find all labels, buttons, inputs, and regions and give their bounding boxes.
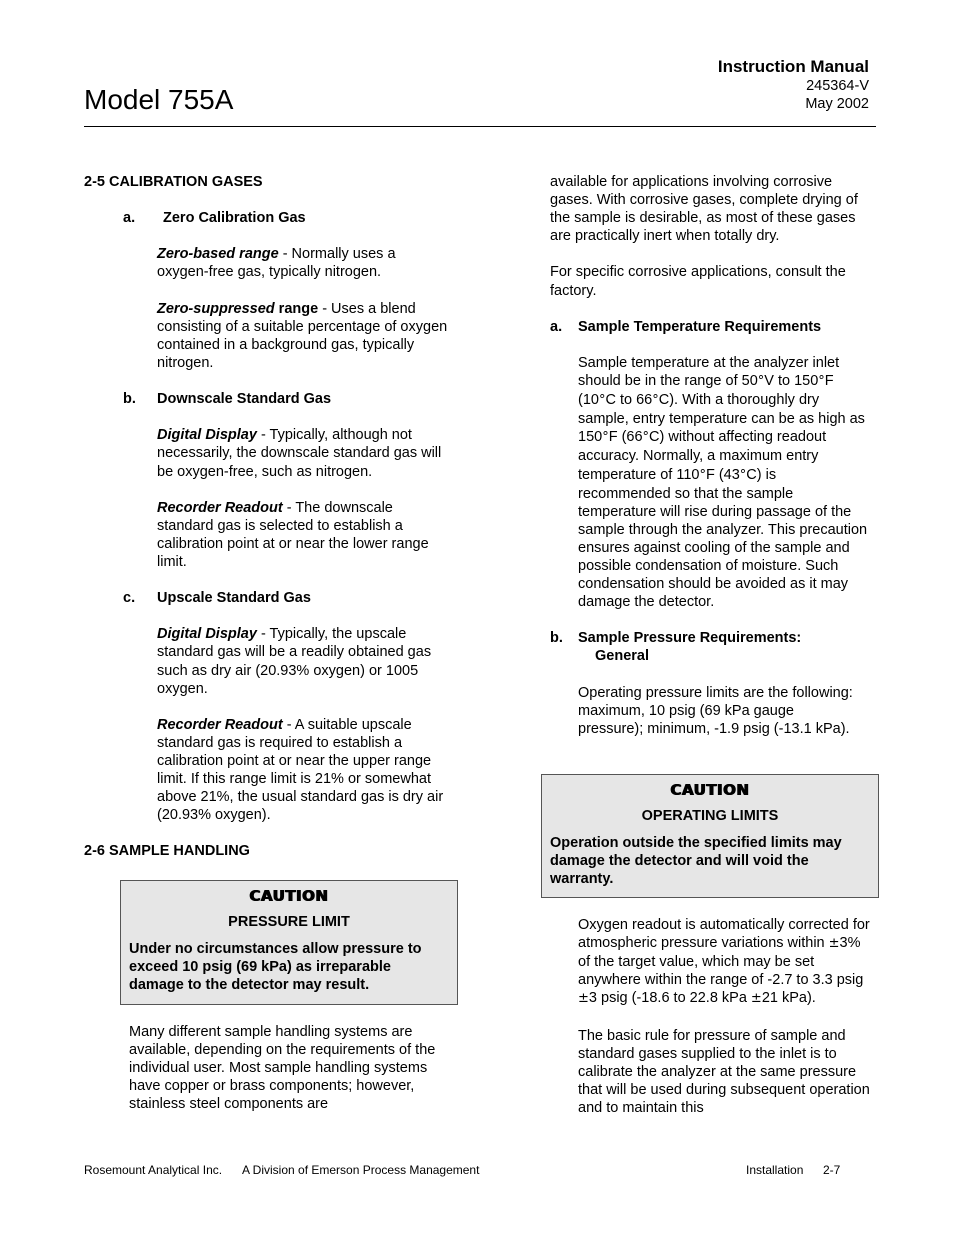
text: C). With a thoroughly dry sample, entry temperature can be as high as 150 xyxy=(578,392,865,446)
plus-minus-symbol: ± xyxy=(750,991,762,1007)
manual-title: Instruction Manual xyxy=(717,57,869,76)
subsection-b-heading xyxy=(84,390,464,408)
subsection-a-heading xyxy=(550,318,875,336)
temperature-paragraph xyxy=(550,354,870,611)
text: - The downscale standard gas is selected to establish a calibration point at or near the lower range limit. xyxy=(157,499,429,570)
caution-box-pressure-limit xyxy=(120,880,458,1005)
text: C) without affecting readout accuracy. Normally, a maximum entry temperature of 110 xyxy=(578,429,827,483)
caution-label: CAUTION xyxy=(670,781,750,799)
caution-box-operating-limits xyxy=(541,774,879,898)
doc-date: May 2002 xyxy=(805,96,869,112)
caution-label: CAUTION xyxy=(249,887,329,905)
caution-title: OPERATING LIMITS xyxy=(641,808,779,825)
section-2-6-heading: 2-6 SAMPLE HANDLING xyxy=(84,843,250,860)
recorder-readout-paragraph xyxy=(157,716,449,825)
subsection-b-body xyxy=(84,426,449,571)
subsection-title: Sample Pressure Requirements: xyxy=(578,630,802,647)
text: - Normally uses a oxygen-free gas, typically nitrogen. xyxy=(157,246,396,281)
caution-title: PRESSURE LIMIT xyxy=(228,914,350,931)
text: - Typically, the upscale standard gas will be a readily obtained gas such as dry air (20.93% oxygen) or 1005 oxygen. xyxy=(157,626,432,697)
footer-section: Installation xyxy=(746,1163,804,1177)
digital-display-paragraph xyxy=(157,426,449,480)
degree-symbol: ° xyxy=(642,430,650,446)
text: C) is recommended so that the sample temperature will rise during passage of the sample through the analyzer. This precaution ensures against cooling of the sample and possible condensation of moisture. Such condensation should be avoided as it may damage the detector. xyxy=(578,466,868,611)
caution-text: Operation outside the specified limits may damage the detector and will void the warranty. xyxy=(550,835,842,888)
text: F (66 xyxy=(608,429,643,446)
subsection-c-body xyxy=(84,625,449,824)
handling-text: Many different sample handling systems are available, depending on the requirements of the individual user. Most sample handling systems have copper or brass components; however, stainless steel components are xyxy=(129,1024,436,1113)
plus-minus-symbol: ± xyxy=(828,936,840,952)
text: 3 psig (-18.6 to 22.8 kPa xyxy=(588,990,751,1007)
term-suffix: range xyxy=(274,300,319,317)
term: Digital Display xyxy=(157,427,257,444)
degree-symbol: ° xyxy=(699,467,706,483)
subsection-title: Upscale Standard Gas xyxy=(157,590,311,607)
degree-symbol: ° xyxy=(818,374,825,390)
text: - Uses a blend consisting of a suitable percentage of oxygen contained in a background gas, typically nitrogen. xyxy=(157,300,448,371)
text: Oxygen readout is automatically corrected for atmospheric pressure variations within xyxy=(578,917,870,952)
zero-suppressed-paragraph xyxy=(157,300,449,372)
recorder-readout-paragraph xyxy=(157,499,449,571)
degree-symbol: ° xyxy=(739,467,747,483)
subsection-title: Downscale Standard Gas xyxy=(157,391,332,408)
plus-minus-symbol: ± xyxy=(578,991,589,1007)
right-column-lower xyxy=(578,916,874,1135)
sample-handling-paragraph xyxy=(129,1023,439,1132)
digital-display-paragraph xyxy=(157,625,449,697)
right-column xyxy=(550,173,875,756)
text: C to 66 xyxy=(605,392,653,409)
subsection-label: c. xyxy=(123,590,136,607)
text: - Typically, although not necessarily, the downscale standard gas will be oxygen-free, such as nitrogen. xyxy=(157,427,442,480)
text: - A suitable upscale standard gas is required to establish a calibration point at or near the upper range limit. If this range limit is 21% or somewhat above 21%, the usual standard gas is dry air (20.93% oxygen). xyxy=(157,716,444,824)
footer-page-number: 2-7 xyxy=(823,1163,841,1177)
degree-symbol: ° xyxy=(757,374,765,390)
term: Recorder Readout xyxy=(157,499,283,516)
basic-rule-paragraph: The basic rule for pressure of sample and standard gases supplied to the inlet is to calibrate the analyzer at the same pressure that will be used during subsequent operation and to maintain this xyxy=(578,1027,870,1116)
text: Sample temperature at the analyzer inlet should be in the range of 50 xyxy=(578,354,840,390)
subsection-label: b. xyxy=(123,391,136,408)
zero-based-paragraph xyxy=(157,245,449,281)
model-title: Model 755A xyxy=(84,84,234,115)
caution-text: Under no circumstances allow pressure to exceed 10 psig (69 kPa) as irreparable damage to the detector may result. xyxy=(129,941,422,994)
footer-company: Rosemount Analytical Inc. xyxy=(84,1163,223,1177)
text: 3% of the target value, which may be set anywhere within the range of -2.7 to 3.3 psig xyxy=(578,935,864,989)
degree-symbol: ° xyxy=(598,393,606,409)
left-column xyxy=(84,173,464,879)
text: F (10 xyxy=(578,373,834,409)
term: Zero-suppressed xyxy=(157,300,275,317)
subsection-b-heading xyxy=(550,629,875,665)
text: F (43 xyxy=(705,466,740,483)
header-info xyxy=(718,57,869,113)
corrosive-paragraph: For specific corrosive applications, consult the factory. xyxy=(550,264,846,299)
subsection-a-heading xyxy=(84,209,464,227)
subsection-label: a. xyxy=(123,210,136,227)
subsection-a-body xyxy=(84,245,449,372)
term: Digital Display xyxy=(157,626,257,643)
continued-paragraph: available for applications involving corrosive gases. With corrosive gases, complete drying of the sample is desirable, as most of these gases are practically inert when totally dry. xyxy=(550,174,858,245)
term: Recorder Readout xyxy=(157,716,283,733)
header-rule xyxy=(84,126,876,127)
subsection-label: b. xyxy=(550,630,563,647)
subsection-title: Sample Temperature Requirements xyxy=(578,318,822,335)
section-2-5-heading: 2-5 CALIBRATION GASES xyxy=(84,174,263,190)
degree-symbol: ° xyxy=(602,430,609,446)
term: Zero-based range xyxy=(157,246,279,263)
text: 21 kPa). xyxy=(761,990,816,1007)
degree-symbol: ° xyxy=(652,393,659,409)
oxygen-readout-paragraph xyxy=(578,916,874,1008)
subsection-title-line2: General xyxy=(595,648,649,665)
pressure-paragraph: Operating pressure limits are the following: maximum, 10 psig (69 kPa gauge pressure); minimum, -1.9 psig (-13.1 kPa). xyxy=(578,684,853,737)
subsection-label: a. xyxy=(550,318,563,335)
text: V to 150 xyxy=(764,373,819,390)
subsection-title: Zero Calibration Gas xyxy=(163,210,306,227)
footer-division: A Division of Emerson Process Management xyxy=(242,1163,480,1177)
subsection-c-heading xyxy=(84,589,464,607)
doc-number: 245364-V xyxy=(806,78,869,94)
